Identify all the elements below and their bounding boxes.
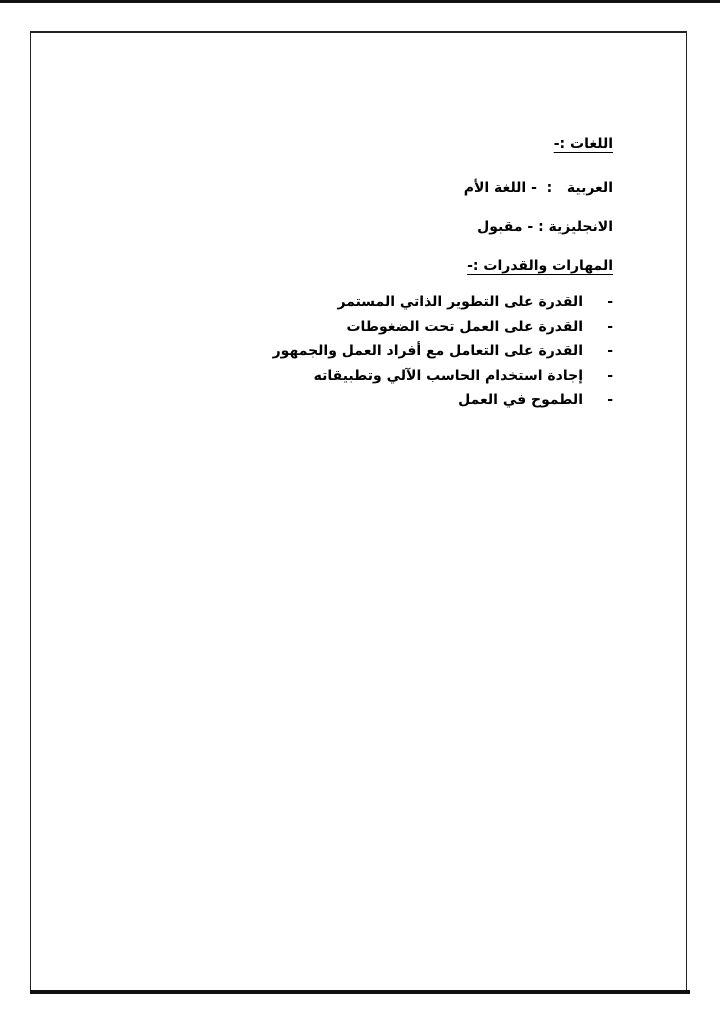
language-arabic: العربية : - اللغة الأم — [463, 180, 613, 196]
languages-heading: اللغات :- — [553, 136, 613, 152]
skill-item — [133, 339, 613, 364]
list-dash: - — [607, 294, 613, 310]
list-dash: - — [607, 318, 613, 335]
document-body — [133, 134, 613, 413]
skill-item — [133, 315, 613, 340]
skills-list — [133, 290, 613, 413]
list-dash: - — [607, 343, 613, 359]
skill-text: القدرة على التطوير الذاتي المستمر — [337, 294, 583, 310]
skill-item — [133, 388, 613, 413]
skill-item — [133, 364, 613, 389]
list-dash: - — [607, 392, 613, 408]
skill-item — [133, 290, 613, 315]
skill-text: إجادة استخدام الحاسب الآلي وتطبيقاته — [313, 367, 583, 384]
top-border-line — [0, 0, 720, 3]
skill-text: الطموح في العمل — [458, 392, 583, 408]
bottom-border-line — [30, 990, 690, 994]
skills-heading: المهارات والقدرات :- — [467, 258, 613, 274]
language-english: الانجليزية : - مقبول — [477, 219, 613, 235]
skill-text: القدرة على التعامل مع أفراد العمل والجمهور — [272, 343, 583, 359]
skill-text: القدرة على العمل تحت الضغوطات — [346, 318, 583, 335]
list-dash: - — [607, 367, 613, 384]
